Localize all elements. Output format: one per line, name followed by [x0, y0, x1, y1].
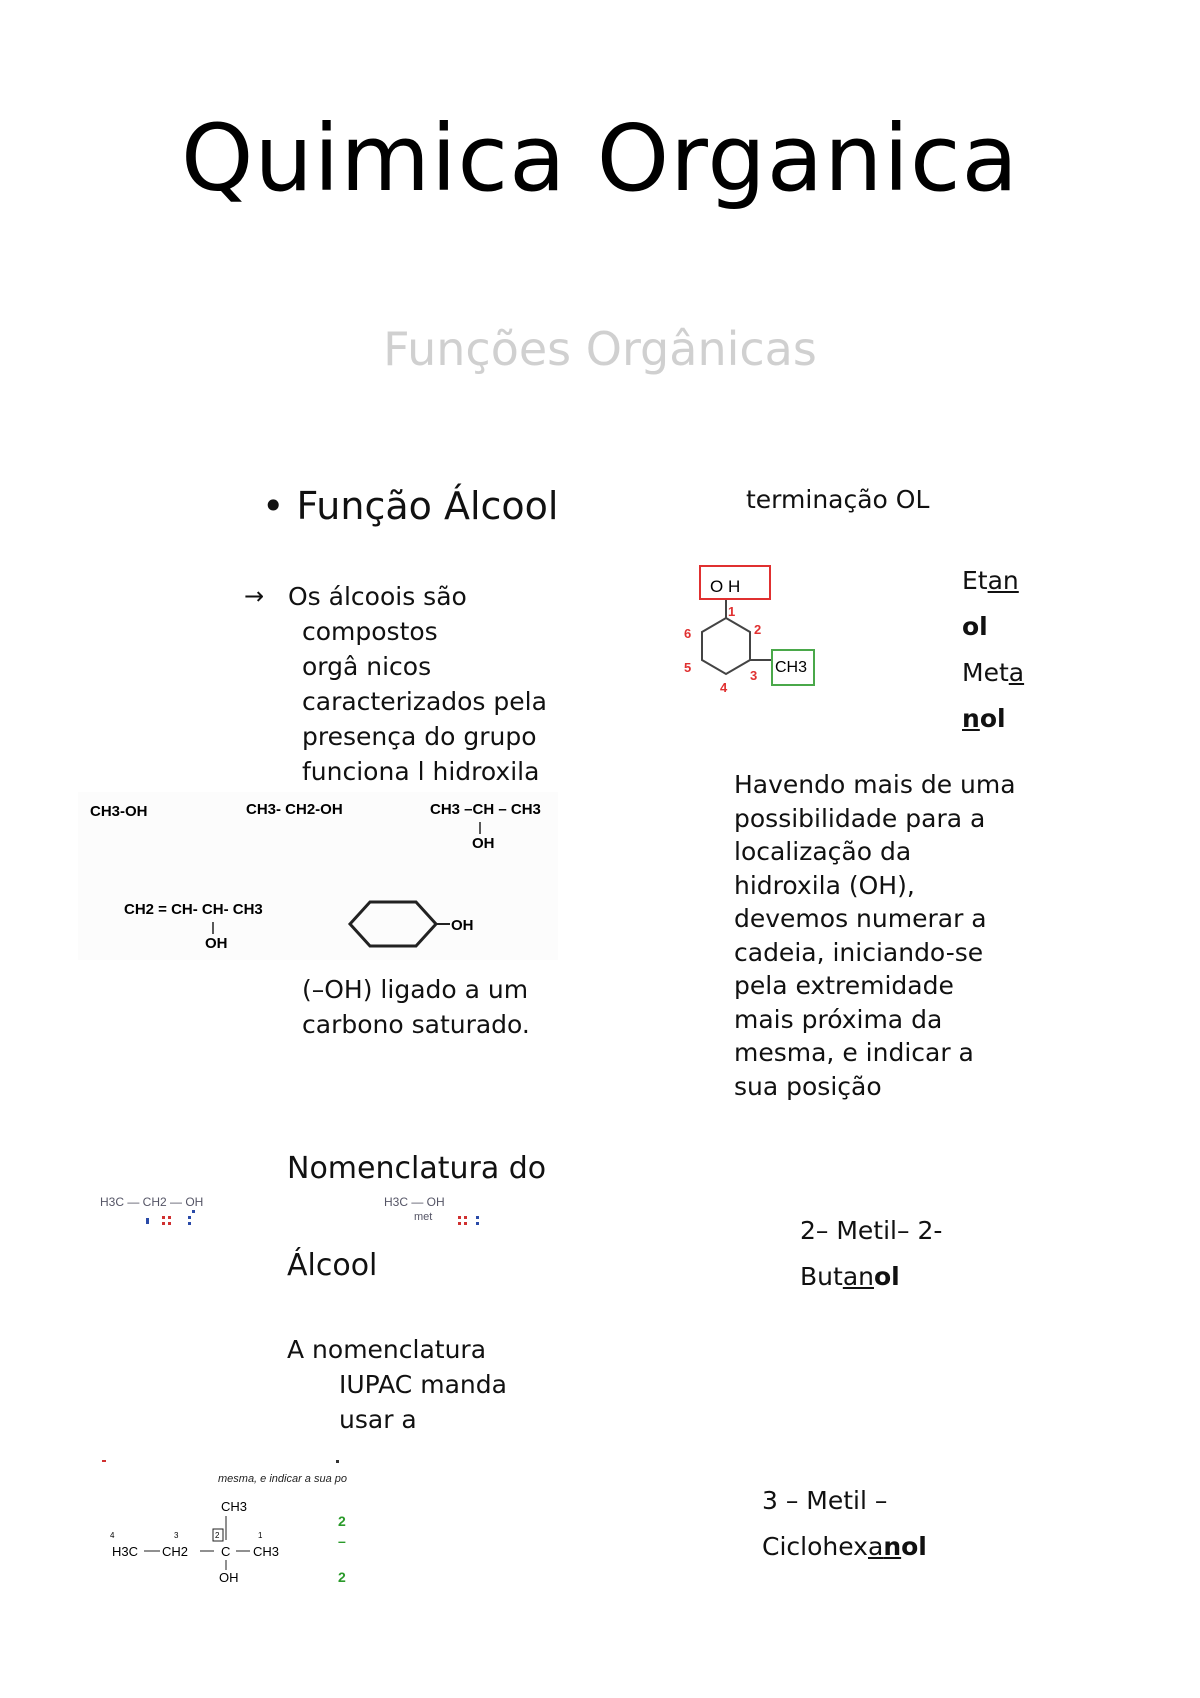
bullet-icon: •	[262, 484, 285, 528]
continuation-paragraph	[302, 972, 602, 1042]
nomenclature-line: A nomenclatura	[287, 1335, 487, 1364]
heading-text: Função Álcool	[296, 484, 559, 528]
ring-number: 1	[728, 604, 736, 619]
continuation-line: (–OH) ligado a um	[302, 975, 529, 1004]
numbering-line: Havendo mais de uma	[734, 770, 1016, 799]
methylcyclohexanol-image	[672, 560, 822, 700]
carbon-number: 4	[110, 1531, 115, 1540]
page-title: Quimica Organica	[181, 105, 1019, 212]
example1-an: an	[842, 1262, 874, 1291]
intro-line: compostos	[302, 617, 438, 646]
example2-base: Ciclohex	[762, 1532, 868, 1561]
butanol-chain-ch3: CH3	[253, 1544, 280, 1559]
example2-a: a	[867, 1532, 884, 1561]
green-value: 2	[338, 1513, 346, 1529]
butanol-oh: OH	[219, 1570, 239, 1585]
example2-prefix: 3 – Metil –	[762, 1486, 888, 1515]
nomenclature-title-line2: Álcool	[287, 1248, 378, 1283]
nomenclature-paragraph	[287, 1332, 547, 1437]
numbering-line: localização da	[734, 837, 912, 866]
partial-left-formula: H3C — CH2 — OH	[100, 1195, 204, 1209]
etanol-metanol-block	[962, 558, 1024, 742]
butenol-formula: CH2 = CH- CH- CH3	[124, 901, 263, 918]
ring-oh: O H	[710, 577, 741, 596]
butanol-structure-image	[100, 1460, 380, 1585]
intro-line: caracterizados pela	[302, 687, 547, 716]
example1-suffix: ol	[873, 1262, 900, 1291]
intro-line: Os álcoois são	[288, 582, 467, 611]
example-methylbutanol	[800, 1208, 942, 1300]
butenol-oh: OH	[205, 935, 228, 952]
green-value: –	[338, 1533, 346, 1549]
intro-line: presença do grupo	[302, 722, 537, 751]
butanol-chain-ch2: CH2	[162, 1544, 189, 1559]
example2-suffix: ol	[901, 1532, 927, 1561]
butanol-chain-c: C	[221, 1544, 231, 1559]
partial-label: met	[414, 1211, 433, 1223]
termination-label: terminação OL	[746, 485, 930, 514]
partial-formula-image	[96, 1192, 516, 1228]
etanol-suffix: ol	[962, 612, 988, 641]
ethanol-formula: CH3- CH2-OH	[246, 801, 343, 818]
ring-number: 5	[684, 660, 692, 675]
numbering-line: mesma, e indicar a	[734, 1038, 974, 1067]
methanol-formula: CH3-OH	[90, 803, 148, 820]
example2-n: n	[883, 1532, 902, 1561]
carbon-number: 1	[258, 1531, 263, 1540]
example-methylcyclohexanol	[762, 1478, 927, 1570]
intro-line: funciona l hidroxila	[302, 757, 540, 786]
numbering-line: mais próxima da	[734, 1004, 943, 1034]
nomenclature-title-line1: Nomenclatura do	[287, 1151, 547, 1186]
isopropanol-formula: CH3 –CH – CH3	[430, 801, 541, 818]
intro-paragraph	[288, 579, 608, 789]
metanol-prefix: Met	[962, 658, 1009, 687]
continuation-line: carbono saturado.	[302, 1010, 530, 1039]
butanol-chain-h3c: H3C	[112, 1544, 139, 1559]
numbering-line: pela extremidade	[734, 971, 954, 1000]
intro-line: orgâ nicos	[302, 652, 432, 681]
etanol-an: an	[987, 566, 1019, 595]
ring-number: 3	[750, 668, 758, 683]
partial-right-formula: H3C — OH	[384, 1195, 445, 1209]
numbering-line: possibilidade para a	[734, 803, 986, 833]
metanol-n: n	[962, 704, 980, 733]
alcohol-structures-image	[78, 792, 558, 960]
page-subtitle: Funções Orgânicas	[383, 322, 817, 376]
carbon-number: 3	[174, 1531, 179, 1540]
butanol-ch3-top: CH3	[221, 1499, 248, 1514]
ring-number: 2	[754, 622, 762, 637]
ring-number: 6	[684, 626, 692, 641]
metanol-suffix: ol	[979, 704, 1006, 733]
butanol-caption: mesma, e indicar a sua po	[218, 1473, 348, 1485]
nomenclature-line: usar a	[339, 1405, 417, 1434]
isopropanol-oh: OH	[472, 835, 495, 852]
section-heading	[262, 484, 558, 528]
numbering-line: cadeia, iniciando-se	[734, 937, 984, 967]
metanol-a: a	[1008, 658, 1025, 687]
example1-prefix: 2– Metil– 2-	[800, 1216, 943, 1245]
numbering-paragraph	[734, 768, 1016, 1103]
numbering-line: sua posição	[734, 1071, 882, 1101]
etanol-prefix: Et	[962, 566, 988, 595]
nomenclature-line: IUPAC manda	[339, 1370, 507, 1399]
example1-base: But	[800, 1262, 843, 1291]
arrow-icon: →	[244, 582, 265, 610]
numbering-line: devemos numerar a	[734, 904, 987, 933]
cyclohexanol-oh: OH	[451, 917, 474, 934]
carbon-number: 2	[215, 1531, 220, 1540]
ring-ch3: CH3	[775, 659, 808, 676]
ring-number: 4	[720, 680, 728, 695]
green-value: 2	[338, 1569, 346, 1585]
numbering-line: hidroxila (OH),	[734, 870, 915, 900]
